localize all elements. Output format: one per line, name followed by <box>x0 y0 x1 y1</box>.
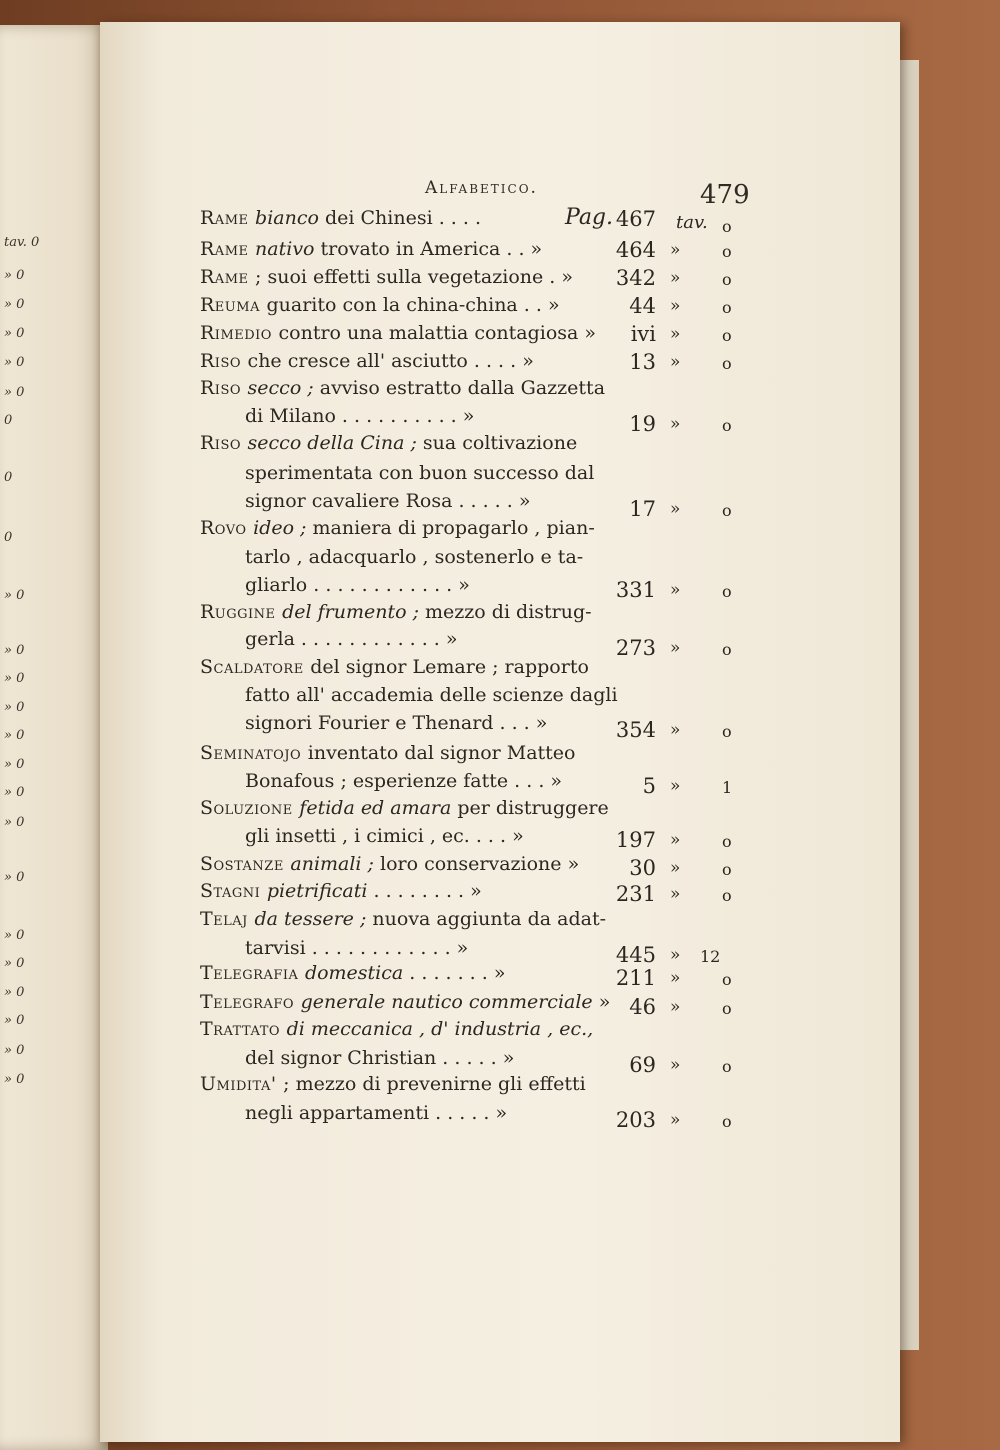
page-reference: 44 <box>629 294 656 318</box>
entry-text: negli appartamenti . . . . . » <box>245 1102 508 1124</box>
entry-text: del signor Christian . . . . . » <box>245 1047 515 1069</box>
tav-ditto-mark: » <box>670 858 681 878</box>
tav-ditto-mark: » <box>670 296 681 316</box>
entry-text: mezzo di distrug- <box>425 601 592 623</box>
plate-reference: o <box>722 640 732 659</box>
index-entry-line <box>200 207 481 229</box>
index-entry-line <box>200 350 534 372</box>
left-page-fragment: » 0 <box>4 671 25 686</box>
entry-text: . . . . . . . . » <box>373 880 482 902</box>
left-page-fragment: tav. 0 <box>4 235 40 250</box>
left-page-fragment: » 0 <box>4 1072 25 1087</box>
left-page-fragment: » 0 <box>4 728 25 743</box>
plate-reference: o <box>722 416 732 435</box>
tav-ditto-mark: » <box>670 720 681 740</box>
index-entry-line <box>200 656 589 678</box>
page-reference: 445 <box>615 943 656 967</box>
left-page-fragment: » 0 <box>4 385 25 400</box>
entry-headword: Rame <box>200 238 256 260</box>
entry-headword: Riso <box>200 432 248 454</box>
plate-reference: o <box>722 999 732 1018</box>
entry-text: ; mezzo di prevenirne gli effetti <box>283 1073 586 1095</box>
page-reference: 46 <box>629 995 656 1019</box>
page-reference: ivi <box>630 322 656 346</box>
left-page-fragment: » 0 <box>4 588 25 603</box>
page-reference: 464 <box>615 238 656 262</box>
page-reference: 203 <box>615 1108 656 1132</box>
index-entry-line <box>200 294 560 316</box>
entry-italic: fetida ed amara <box>299 797 458 819</box>
column-label-pag: Pag. <box>565 205 614 230</box>
entry-text: per distruggere <box>457 797 609 819</box>
entry-headword: Telegrafia <box>200 962 305 984</box>
index-entry-line <box>200 322 596 344</box>
index-entry-line <box>245 574 470 596</box>
left-page-fragment: » 0 <box>4 1013 25 1028</box>
left-page-fragment: » 0 <box>4 815 25 830</box>
left-page <box>0 25 108 1450</box>
entry-text: contro una malattia contagiosa » <box>278 322 597 344</box>
left-page-fragment: » 0 <box>4 870 25 885</box>
entry-text: del signor Lemare ; rapporto <box>310 656 589 678</box>
left-page-fragment: » 0 <box>4 956 25 971</box>
tav-ditto-mark: » <box>670 1110 681 1130</box>
entry-headword: Telaj <box>200 908 255 930</box>
entry-headword: Rame <box>200 207 256 229</box>
index-entry-line <box>200 377 605 399</box>
plate-reference: o <box>722 1112 732 1131</box>
plate-reference: o <box>722 326 732 345</box>
index-entry-line <box>200 432 577 454</box>
left-page-fragment: » 0 <box>4 1043 25 1058</box>
page-reference: 331 <box>615 578 656 602</box>
index-entry-line <box>245 462 594 484</box>
left-page-fragment: » 0 <box>4 928 25 943</box>
entry-text: trovato in America . . » <box>320 238 543 260</box>
page-reference: 19 <box>629 412 656 436</box>
tav-ditto-mark: » <box>670 997 681 1017</box>
plate-reference: 12 <box>700 947 721 966</box>
index-entry-line <box>245 490 530 512</box>
plate-reference: o <box>722 1057 732 1076</box>
entry-italic: pietrificati <box>266 880 374 902</box>
left-page-fragment: 0 <box>4 413 13 428</box>
entry-text: dei Chinesi . . . . <box>324 207 481 229</box>
plate-reference: o <box>722 860 732 879</box>
page-reference: 30 <box>629 856 656 880</box>
entry-italic: generale nautico commerciale <box>300 991 599 1013</box>
tav-ditto-mark: » <box>670 776 681 796</box>
index-entry-line <box>245 1047 514 1069</box>
entry-text: gli insetti , i cimici , ec. . . . » <box>245 825 524 847</box>
index-entry-line <box>200 1018 593 1040</box>
left-page-fragment: 0 <box>4 470 13 485</box>
plate-reference: o <box>722 217 732 236</box>
entry-headword: Umidita' <box>200 1073 284 1095</box>
plate-reference: o <box>722 501 732 520</box>
plate-reference: o <box>722 722 732 741</box>
tav-ditto-mark: » <box>670 580 681 600</box>
index-entry-line <box>245 712 547 734</box>
entry-headword: Riso <box>200 350 248 372</box>
index-entry-line <box>245 825 524 847</box>
plate-reference: o <box>722 298 732 317</box>
left-page-fragment: » 0 <box>4 268 25 283</box>
plate-reference: o <box>722 270 732 289</box>
index-entry-line <box>200 880 482 902</box>
page-reference: 197 <box>615 828 656 852</box>
index-entry-line <box>200 1073 586 1095</box>
index-entry-line <box>200 601 592 623</box>
index-entry-line <box>200 238 542 260</box>
tav-ditto-mark: » <box>670 945 681 965</box>
tav-ditto-mark: » <box>670 499 681 519</box>
entry-text: sua coltivazione <box>422 432 578 454</box>
entry-text: maniera di propagarlo , pian- <box>312 517 595 539</box>
left-page-fragment: » 0 <box>4 700 25 715</box>
entry-italic: nativo <box>255 238 321 260</box>
page-reference: 5 <box>642 774 656 798</box>
plate-reference: o <box>722 354 732 373</box>
left-page-fragment: » 0 <box>4 355 25 370</box>
entry-text: che cresce all' asciutto . . . . » <box>247 350 534 372</box>
index-entry-line <box>200 742 576 764</box>
tav-ditto-mark: » <box>670 830 681 850</box>
page-reference: 467 <box>615 207 656 231</box>
page-reference: 17 <box>629 497 656 521</box>
entry-headword: Soluzione <box>200 797 300 819</box>
entry-italic: domestica <box>304 962 410 984</box>
entry-text: . . . . . . . » <box>409 962 506 984</box>
index-entry-line <box>200 962 505 984</box>
plate-reference: o <box>722 886 732 905</box>
plate-reference: o <box>722 832 732 851</box>
tav-ditto-mark: » <box>670 414 681 434</box>
page-reference: 273 <box>615 636 656 660</box>
page-number: 479 <box>700 180 750 210</box>
index-entry-line <box>200 853 579 875</box>
entry-italic: bianco <box>255 207 325 229</box>
index-entry-line <box>245 1102 507 1124</box>
page-reference: 354 <box>615 718 656 742</box>
entry-headword: Rame <box>200 266 256 288</box>
entry-italic: di meccanica , d' industria , ec., <box>286 1018 594 1040</box>
entry-text: di Milano . . . . . . . . . . » <box>245 405 475 427</box>
entry-headword: Rimedio <box>200 322 279 344</box>
tav-ditto-mark: » <box>670 352 681 372</box>
entry-italic: da tessere ; <box>254 908 373 930</box>
tav-ditto-mark: » <box>670 884 681 904</box>
index-entry-line <box>200 908 606 930</box>
entry-text: ; suoi effetti sulla vegetazione . » <box>255 266 574 288</box>
entry-text: fatto all' accademia delle scienze dagli <box>245 684 618 706</box>
running-head: Alfabetico. <box>425 178 538 198</box>
page-reference: 211 <box>615 966 656 990</box>
entry-text: tarvisi . . . . . . . . . . . . » <box>245 937 469 959</box>
entry-headword: Sostanze <box>200 853 291 875</box>
plate-reference: 1 <box>722 778 733 797</box>
entry-text: nuova aggiunta da adat- <box>372 908 607 930</box>
tav-ditto-mark: » <box>670 324 681 344</box>
entry-headword: Rovo <box>200 517 254 539</box>
entry-text: inventato dal signor Matteo <box>307 742 576 764</box>
entry-italic: ideo ; <box>253 517 313 539</box>
entry-headword: Reuma <box>200 294 267 316</box>
entry-headword: Telegrafo <box>200 991 301 1013</box>
entry-text: sperimentata con buon successo dal <box>245 462 595 484</box>
column-label-tav: tav. <box>676 212 708 233</box>
entry-headword: Ruggine <box>200 601 283 623</box>
page-reference: 69 <box>629 1053 656 1077</box>
plate-reference: o <box>722 582 732 601</box>
tav-ditto-mark: » <box>670 968 681 988</box>
tav-ditto-mark: » <box>670 638 681 658</box>
index-entry-line <box>200 517 595 539</box>
entry-text: signori Fourier e Thenard . . . » <box>245 712 548 734</box>
index-entry-line <box>245 684 618 706</box>
entry-text: signor cavaliere Rosa . . . . . » <box>245 490 531 512</box>
entry-text: gliarlo . . . . . . . . . . . . » <box>245 574 470 596</box>
left-page-fragment: » 0 <box>4 297 25 312</box>
plate-reference: o <box>722 242 732 261</box>
index-entry-line <box>200 991 610 1013</box>
tav-ditto-mark: » <box>670 1055 681 1075</box>
entry-text: avviso estratto dalla Gazzetta <box>319 377 606 399</box>
page-reference: 342 <box>615 266 656 290</box>
entry-headword: Riso <box>200 377 248 399</box>
left-page-fragment: » 0 <box>4 785 25 800</box>
entry-headword: Trattato <box>200 1018 287 1040</box>
entry-italic: secco ; <box>247 377 320 399</box>
entry-text: Bonafous ; esperienze fatte . . . » <box>245 770 563 792</box>
index-entry-line <box>245 546 583 568</box>
entry-italic: del frumento ; <box>282 601 426 623</box>
index-entry-line <box>245 770 562 792</box>
page-reference: 13 <box>629 350 656 374</box>
entry-text: guarito con la china-china . . » <box>266 294 560 316</box>
index-entry-line <box>245 405 474 427</box>
page-reference: 231 <box>615 882 656 906</box>
left-page-fragment: 0 <box>4 530 13 545</box>
entry-italic: secco della Cina ; <box>247 432 423 454</box>
tav-ditto-mark: » <box>670 268 681 288</box>
left-page-fragment: » 0 <box>4 326 25 341</box>
index-entry-line <box>245 628 458 650</box>
left-page-fragment: » 0 <box>4 757 25 772</box>
tav-ditto-mark: » <box>670 240 681 260</box>
entry-text: tarlo , adacquarlo , sostenerlo e ta- <box>245 546 584 568</box>
left-page-fragment: » 0 <box>4 985 25 1000</box>
left-page-fragment: » 0 <box>4 643 25 658</box>
index-entry-line <box>200 797 609 819</box>
plate-reference: o <box>722 970 732 989</box>
entry-text: » <box>598 991 611 1013</box>
entry-headword: Scaldatore <box>200 656 311 678</box>
entry-italic: animali ; <box>290 853 380 875</box>
entry-text: loro conservazione » <box>380 853 580 875</box>
entry-headword: Stagni <box>200 880 267 902</box>
index-entry-line <box>200 266 573 288</box>
index-entry-line <box>245 937 468 959</box>
entry-text: gerla . . . . . . . . . . . . » <box>245 628 458 650</box>
entry-headword: Seminatojo <box>200 742 308 764</box>
